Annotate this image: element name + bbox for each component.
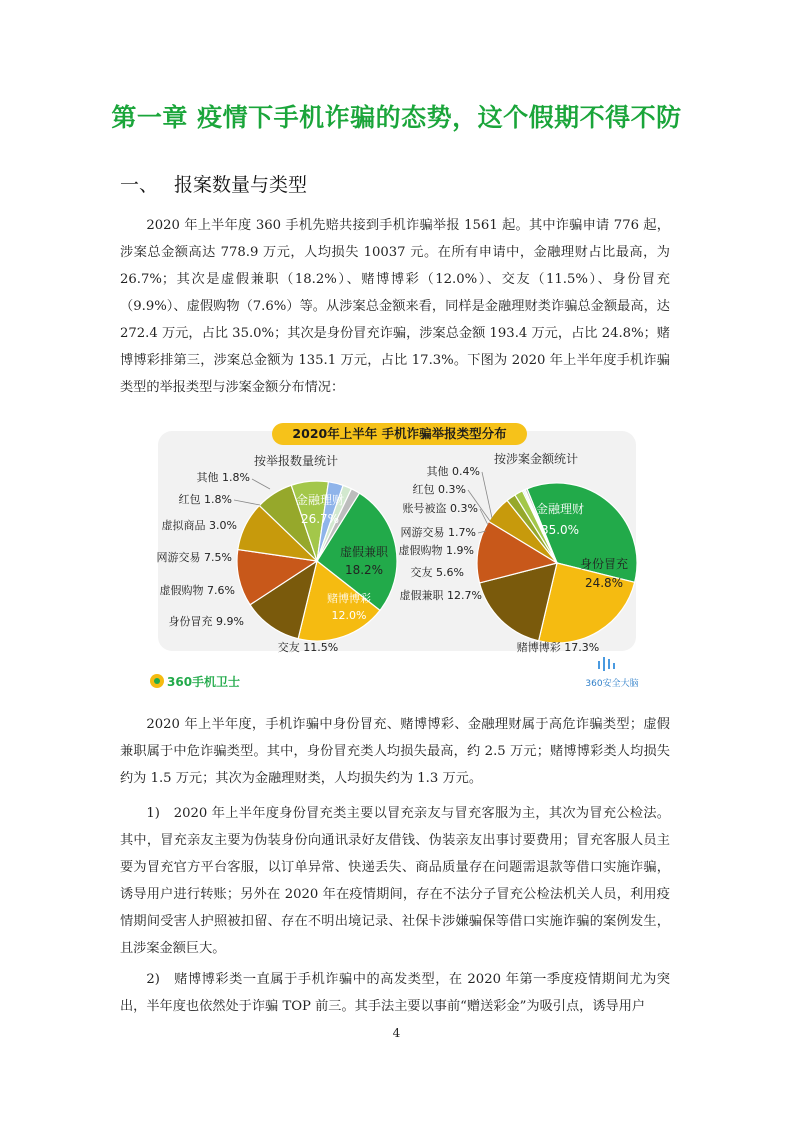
right-leader-other bbox=[482, 472, 492, 518]
right-label-impersonation-pct: 24.8% bbox=[584, 576, 624, 590]
right-label-finance: 金融理财 bbox=[535, 502, 585, 516]
right-label-impersonation: 身份冒充 bbox=[579, 557, 629, 571]
left-label-virtual: 虚拟商品 3.0% bbox=[161, 519, 237, 532]
logo-left-icon-inner bbox=[154, 678, 160, 684]
right-label-shopping: 虚假购物 1.9% bbox=[398, 544, 474, 557]
right-label-gametrade: 网游交易 1.7% bbox=[400, 526, 476, 539]
left-label-gambling-pct: 12.0% bbox=[331, 609, 367, 622]
left-label-finance-pct: 26.7% bbox=[300, 512, 340, 526]
left-label-gametrade: 网游交易 7.5% bbox=[156, 551, 232, 564]
logo-right-bar-1 bbox=[598, 661, 600, 669]
logo-left-text: 360手机卫士 bbox=[167, 675, 241, 689]
paragraph-gambling: 2) 赌博博彩类一直属于手机诈骗中的高发类型，在 2020 年第一季度疫情期间尤为突出，半年度也依然处于诈骗 TOP 前三。其手法主要以事前“赠送彩金”为吸引点，诱导用户 bbox=[120, 972, 670, 1014]
section-number: 一、 bbox=[120, 174, 159, 196]
right-label-dating: 交友 5.6% bbox=[410, 566, 464, 579]
left-label-parttime-pct: 18.2% bbox=[344, 563, 384, 577]
left-label-gambling: 赌博博彩 bbox=[327, 592, 371, 605]
right-pie-subtitle: 按涉案金额统计 bbox=[494, 452, 579, 466]
pie-charts-svg bbox=[142, 423, 652, 693]
logo-right-bar-2 bbox=[603, 657, 605, 671]
logo-right-bar-3 bbox=[608, 659, 610, 669]
right-label-parttime: 虚假兼职 12.7% bbox=[399, 589, 482, 602]
left-leader-other bbox=[252, 479, 270, 489]
page-number: 4 bbox=[392, 1026, 401, 1040]
paragraph-impersonation: 1) 2020 年上半年度身份冒充类主要以冒充亲友与冒充客服为主，其次为冒充公检法。其中，冒充亲友主要为伪装身份向通讯录好友借钱、伪装亲友出事讨要费用；冒充客服人员主要为冒充官方平台客服，以订单异常、快递丢失、商品质量存在问题需退款等借口实施诈骗，诱导用户进行转账；另外在 2020 年在疫情期间，存在不法分子冒充公检法机关人员，利用疫情期间受害人护照被扣留、存在不明出境记录、社保卡涉嫌骗保等借口实施诈骗的案例发生，且涉案金额巨大。 bbox=[120, 806, 670, 956]
left-label-redpacket: 红包 1.8% bbox=[178, 493, 232, 506]
logo-360-brain bbox=[585, 657, 638, 689]
fraud-distribution-figure bbox=[142, 423, 652, 693]
paragraph-risk: 2020 年上半年度，手机诈骗中身份冒充、赌博博彩、金融理财属于高危诈骗类型；虚假兼职属于中危诈骗类型。其中，身份冒充类人均损失最高，约 2.5 万元；赌博博彩类人均损失约为 1.5 万元；其次为金融理财类，人均损失约为 1.3 万元。 bbox=[120, 717, 670, 786]
right-label-other: 其他 0.4% bbox=[426, 465, 480, 478]
right-label-finance-pct: 35.0% bbox=[540, 523, 580, 537]
left-label-impersonation: 身份冒充 9.9% bbox=[168, 615, 244, 628]
left-leader-redpacket bbox=[234, 500, 260, 505]
left-label-finance: 金融理财 bbox=[295, 493, 345, 507]
left-label-other: 其他 1.8% bbox=[196, 471, 250, 484]
right-label-redpacket: 红包 0.3% bbox=[412, 483, 466, 496]
paragraph-intro: 2020 年上半年度 360 手机先赔共接到手机诈骗举报 1561 起。其中诈骗申请 776 起，涉案总金额高达 778.9 万元，人均损失 10037 元。在所有申请中，金融理财占比最高，为 26.7%；其次是虚假兼职（18.2%）、赌博博彩（12.0%）、交友（11.5%）、身份冒充（9.9%）、虚假购物（7.6%）等。从涉案总金额来看，同样是金融理财类诈骗总金额最高，达 272.4 万元，占比 35.0%；其次是身份冒充诈骗，涉案总金额 193.4 万元，占比 24.8%；赌博博彩排第三，涉案总金额为 135.1 万元，占比 17.3%。下图为 2020 年上半年度手机诈骗类型的举报类型与涉案金额分布情况： bbox=[120, 218, 670, 395]
chapter-title: 第一章 疫情下手机诈骗的态势，这个假期不得不防 bbox=[111, 103, 682, 132]
right-label-gambling: 赌博博彩 17.3% bbox=[516, 641, 600, 654]
logo-right-bar-4 bbox=[613, 663, 615, 669]
left-label-dating: 交友 11.5% bbox=[277, 641, 339, 654]
left-label-parttime: 虚假兼职 bbox=[339, 545, 389, 559]
logo-360-guard bbox=[150, 674, 240, 689]
section-heading bbox=[120, 170, 307, 197]
left-pie-subtitle: 按举报数量统计 bbox=[254, 454, 339, 468]
logo-right-text: 360安全大脑 bbox=[585, 679, 639, 689]
figure-title: 2020年上半年 手机诈骗举报类型分布 bbox=[272, 423, 527, 445]
left-label-shopping: 虚假购物 7.6% bbox=[159, 584, 235, 597]
section-title: 报案数量与类型 bbox=[174, 174, 308, 196]
right-label-account: 账号被盗 0.3% bbox=[402, 502, 478, 515]
